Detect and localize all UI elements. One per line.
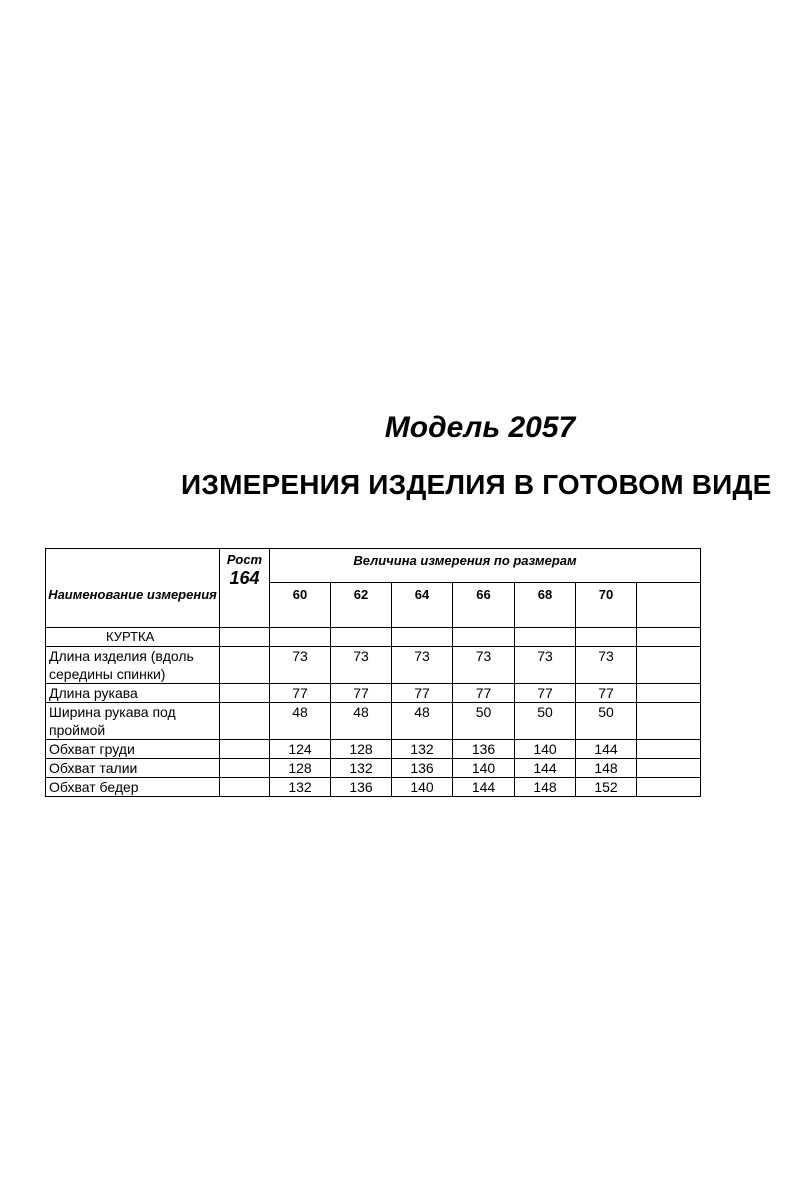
size-cell: 70 — [576, 583, 637, 628]
measurement-value: 50 — [515, 703, 576, 740]
measurement-value — [637, 703, 701, 740]
empty-cell — [220, 684, 270, 703]
section-row — [46, 628, 701, 647]
table-row — [46, 778, 701, 797]
measurement-value: 140 — [392, 778, 453, 797]
size-cell: 64 — [392, 583, 453, 628]
empty-cell — [220, 778, 270, 797]
measurement-name: Ширина рукава под проймой — [46, 703, 220, 740]
empty-cell — [270, 628, 331, 647]
empty-cell — [220, 759, 270, 778]
empty-cell — [220, 647, 270, 684]
measurement-value: 73 — [453, 647, 515, 684]
measurement-name: Длина рукава — [46, 684, 220, 703]
size-cell — [637, 583, 701, 628]
measurement-value — [637, 778, 701, 797]
table-row — [46, 740, 701, 759]
measurement-name: Обхват бедер — [46, 778, 220, 797]
measurement-value: 136 — [453, 740, 515, 759]
measurement-value — [637, 740, 701, 759]
size-cell: 62 — [331, 583, 392, 628]
measurement-value: 140 — [453, 759, 515, 778]
size-cell: 60 — [270, 583, 331, 628]
name-header: Наименование измерения — [46, 549, 220, 628]
measurement-value: 140 — [515, 740, 576, 759]
empty-cell — [220, 703, 270, 740]
empty-cell — [392, 628, 453, 647]
table-row — [46, 759, 701, 778]
measurement-value: 136 — [392, 759, 453, 778]
empty-cell — [220, 740, 270, 759]
page-title: ИЗМЕРЕНИЯ ИЗДЕЛИЯ В ГОТОВОМ ВИДЕ — [181, 469, 772, 500]
measurement-value: 77 — [576, 684, 637, 703]
measurement-value — [637, 759, 701, 778]
measurement-value: 77 — [270, 684, 331, 703]
measurement-value: 48 — [331, 703, 392, 740]
measurement-value: 48 — [270, 703, 331, 740]
measurement-value: 77 — [515, 684, 576, 703]
measure-header: Величина измерения по размерам — [270, 549, 701, 583]
measurement-value: 77 — [331, 684, 392, 703]
measurement-value: 128 — [270, 759, 331, 778]
measurement-value: 77 — [392, 684, 453, 703]
measurement-value: 73 — [515, 647, 576, 684]
empty-cell — [515, 628, 576, 647]
height-header — [220, 549, 270, 628]
measurement-value — [637, 684, 701, 703]
size-cell: 68 — [515, 583, 576, 628]
measurement-value: 148 — [576, 759, 637, 778]
table-row — [46, 703, 701, 740]
empty-cell — [453, 628, 515, 647]
empty-cell — [220, 628, 270, 647]
measurement-name: Обхват груди — [46, 740, 220, 759]
measurement-value: 50 — [453, 703, 515, 740]
measurement-value: 73 — [576, 647, 637, 684]
empty-cell — [576, 628, 637, 647]
height-value: 164 — [229, 568, 260, 588]
measurement-value: 124 — [270, 740, 331, 759]
measurement-value: 148 — [515, 778, 576, 797]
measurement-name: Длина изделия (вдоль середины спинки) — [46, 647, 220, 684]
size-cell: 66 — [453, 583, 515, 628]
section-label: КУРТКА — [46, 628, 220, 647]
measurement-value: 128 — [331, 740, 392, 759]
header-row — [46, 549, 701, 583]
measurement-value: 73 — [331, 647, 392, 684]
height-label: Рост — [226, 552, 263, 567]
measurement-value: 144 — [515, 759, 576, 778]
empty-cell — [331, 628, 392, 647]
measurement-value: 73 — [270, 647, 331, 684]
measurement-value: 132 — [331, 759, 392, 778]
measurement-value — [637, 647, 701, 684]
measurement-value: 144 — [576, 740, 637, 759]
table-row — [46, 684, 701, 703]
measurement-value: 77 — [453, 684, 515, 703]
measurement-value: 132 — [392, 740, 453, 759]
measurement-name: Обхват талии — [46, 759, 220, 778]
measurement-value: 132 — [270, 778, 331, 797]
measurement-value: 152 — [576, 778, 637, 797]
table-row — [46, 647, 701, 684]
measurement-value: 48 — [392, 703, 453, 740]
measurements-table — [45, 548, 701, 797]
measurement-value: 73 — [392, 647, 453, 684]
measurement-value: 136 — [331, 778, 392, 797]
empty-cell — [637, 628, 701, 647]
measurement-value: 50 — [576, 703, 637, 740]
measurement-value: 144 — [453, 778, 515, 797]
model-title: Модель 2057 — [384, 411, 576, 444]
